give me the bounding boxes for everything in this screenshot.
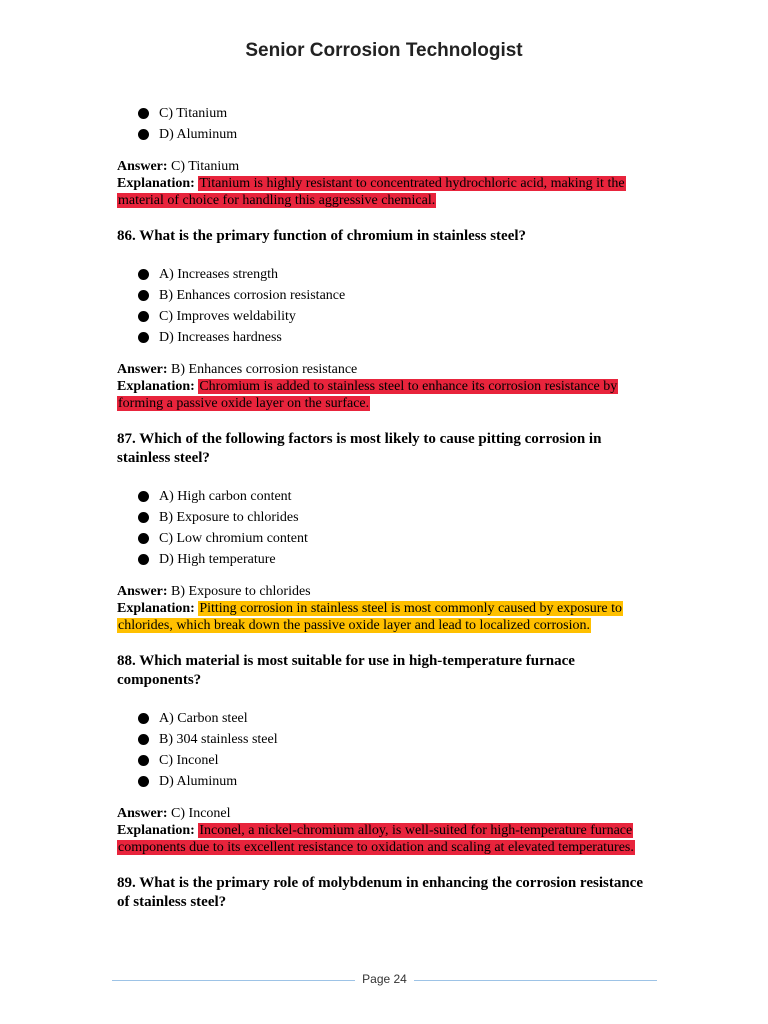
option-text: C) Low chromium content xyxy=(159,531,308,546)
option-text: A) Increases strength xyxy=(159,267,278,282)
answer-line xyxy=(117,583,647,600)
option-list xyxy=(117,264,647,348)
explanation-label: Explanation: xyxy=(117,601,195,616)
option-text: C) Titanium xyxy=(159,106,228,121)
option-text: C) Improves weldability xyxy=(159,309,296,324)
option-text: B) Enhances corrosion resistance xyxy=(159,288,346,303)
bullet-icon xyxy=(138,491,149,502)
explanation-text: Titanium is highly resistant to concentrated hydrochloric acid, making it the material of choice for handling this aggressive chemical. xyxy=(118,176,625,208)
option-item xyxy=(117,103,647,124)
question-89: 89. What is the primary role of molybdenum in enhancing the corrosion resistance of stainless steel? xyxy=(117,875,643,910)
bullet-icon xyxy=(138,269,149,280)
answer-block xyxy=(117,583,647,634)
question-87: 87. Which of the following factors is most likely to cause pitting corrosion in stainless steel? xyxy=(117,431,602,466)
option-item xyxy=(117,771,647,792)
answer-label: Answer: xyxy=(117,159,168,174)
explanation-label: Explanation: xyxy=(117,379,195,394)
bullet-icon xyxy=(138,311,149,322)
bullet-icon xyxy=(138,290,149,301)
option-text: D) Aluminum xyxy=(159,127,238,142)
bullet-icon xyxy=(138,755,149,766)
answer-label: Answer: xyxy=(117,584,168,599)
answer-value: B) Enhances corrosion resistance xyxy=(171,362,358,377)
answer-line xyxy=(117,805,647,822)
bullet-icon xyxy=(138,533,149,544)
bullet-icon xyxy=(138,512,149,523)
option-item xyxy=(117,486,647,507)
answer-value: B) Exposure to chlorides xyxy=(171,584,311,599)
option-item xyxy=(117,285,647,306)
explanation-line xyxy=(117,378,647,412)
explanation-label: Explanation: xyxy=(117,823,195,838)
answer-line xyxy=(117,361,647,378)
option-item xyxy=(117,549,647,570)
answer-block xyxy=(117,158,647,209)
option-item xyxy=(117,306,647,327)
answer-block xyxy=(117,361,647,412)
explanation-line xyxy=(117,175,647,209)
document-body xyxy=(117,103,647,930)
option-item xyxy=(117,750,647,771)
option-item xyxy=(117,507,647,528)
explanation-line xyxy=(117,600,647,634)
answer-label: Answer: xyxy=(117,806,168,821)
bullet-icon xyxy=(138,108,149,119)
option-list xyxy=(117,103,647,145)
option-text: D) High temperature xyxy=(159,552,276,567)
explanation-label: Explanation: xyxy=(117,176,195,191)
option-item xyxy=(117,528,647,549)
question-86: 86. What is the primary function of chromium in stainless steel? xyxy=(117,228,527,244)
bullet-icon xyxy=(138,734,149,745)
option-text: B) 304 stainless steel xyxy=(159,732,278,747)
option-list xyxy=(117,486,647,570)
option-text: D) Increases hardness xyxy=(159,330,282,345)
option-text: A) Carbon steel xyxy=(159,711,248,726)
option-text: A) High carbon content xyxy=(159,489,292,504)
answer-label: Answer: xyxy=(117,362,168,377)
explanation-line xyxy=(117,822,647,856)
option-item xyxy=(117,729,647,750)
bullet-icon xyxy=(138,776,149,787)
answer-line xyxy=(117,158,647,175)
page-number: Page 24 xyxy=(362,972,407,986)
option-item xyxy=(117,124,647,145)
option-item xyxy=(117,264,647,285)
option-list xyxy=(117,708,647,792)
answer-value: C) Inconel xyxy=(171,806,231,821)
question-88: 88. Which material is most suitable for use in high-temperature furnace components? xyxy=(117,653,575,688)
option-text: C) Inconel xyxy=(159,753,219,768)
document-title: Senior Corrosion Technologist xyxy=(245,40,523,61)
bullet-icon xyxy=(138,713,149,724)
bullet-icon xyxy=(138,129,149,140)
bullet-icon xyxy=(138,554,149,565)
option-item xyxy=(117,708,647,729)
bullet-icon xyxy=(138,332,149,343)
answer-block xyxy=(117,805,647,856)
explanation-text: Pitting corrosion in stainless steel is most commonly caused by exposure to chlorides, which break down the passive oxide layer and lead to localized corrosion. xyxy=(118,601,622,633)
footer-divider xyxy=(414,980,657,981)
answer-value: C) Titanium xyxy=(171,159,240,174)
page-footer xyxy=(112,972,657,990)
option-text: B) Exposure to chlorides xyxy=(159,510,299,525)
option-text: D) Aluminum xyxy=(159,774,238,789)
explanation-text: Inconel, a nickel-chromium alloy, is well-suited for high-temperature furnace components due to its excellent resistance to oxidation and scaling at elevated temperatures. xyxy=(118,823,634,855)
option-item xyxy=(117,327,647,348)
explanation-text: Chromium is added to stainless steel to enhance its corrosion resistance by forming a passive oxide layer on the surface. xyxy=(118,379,618,411)
